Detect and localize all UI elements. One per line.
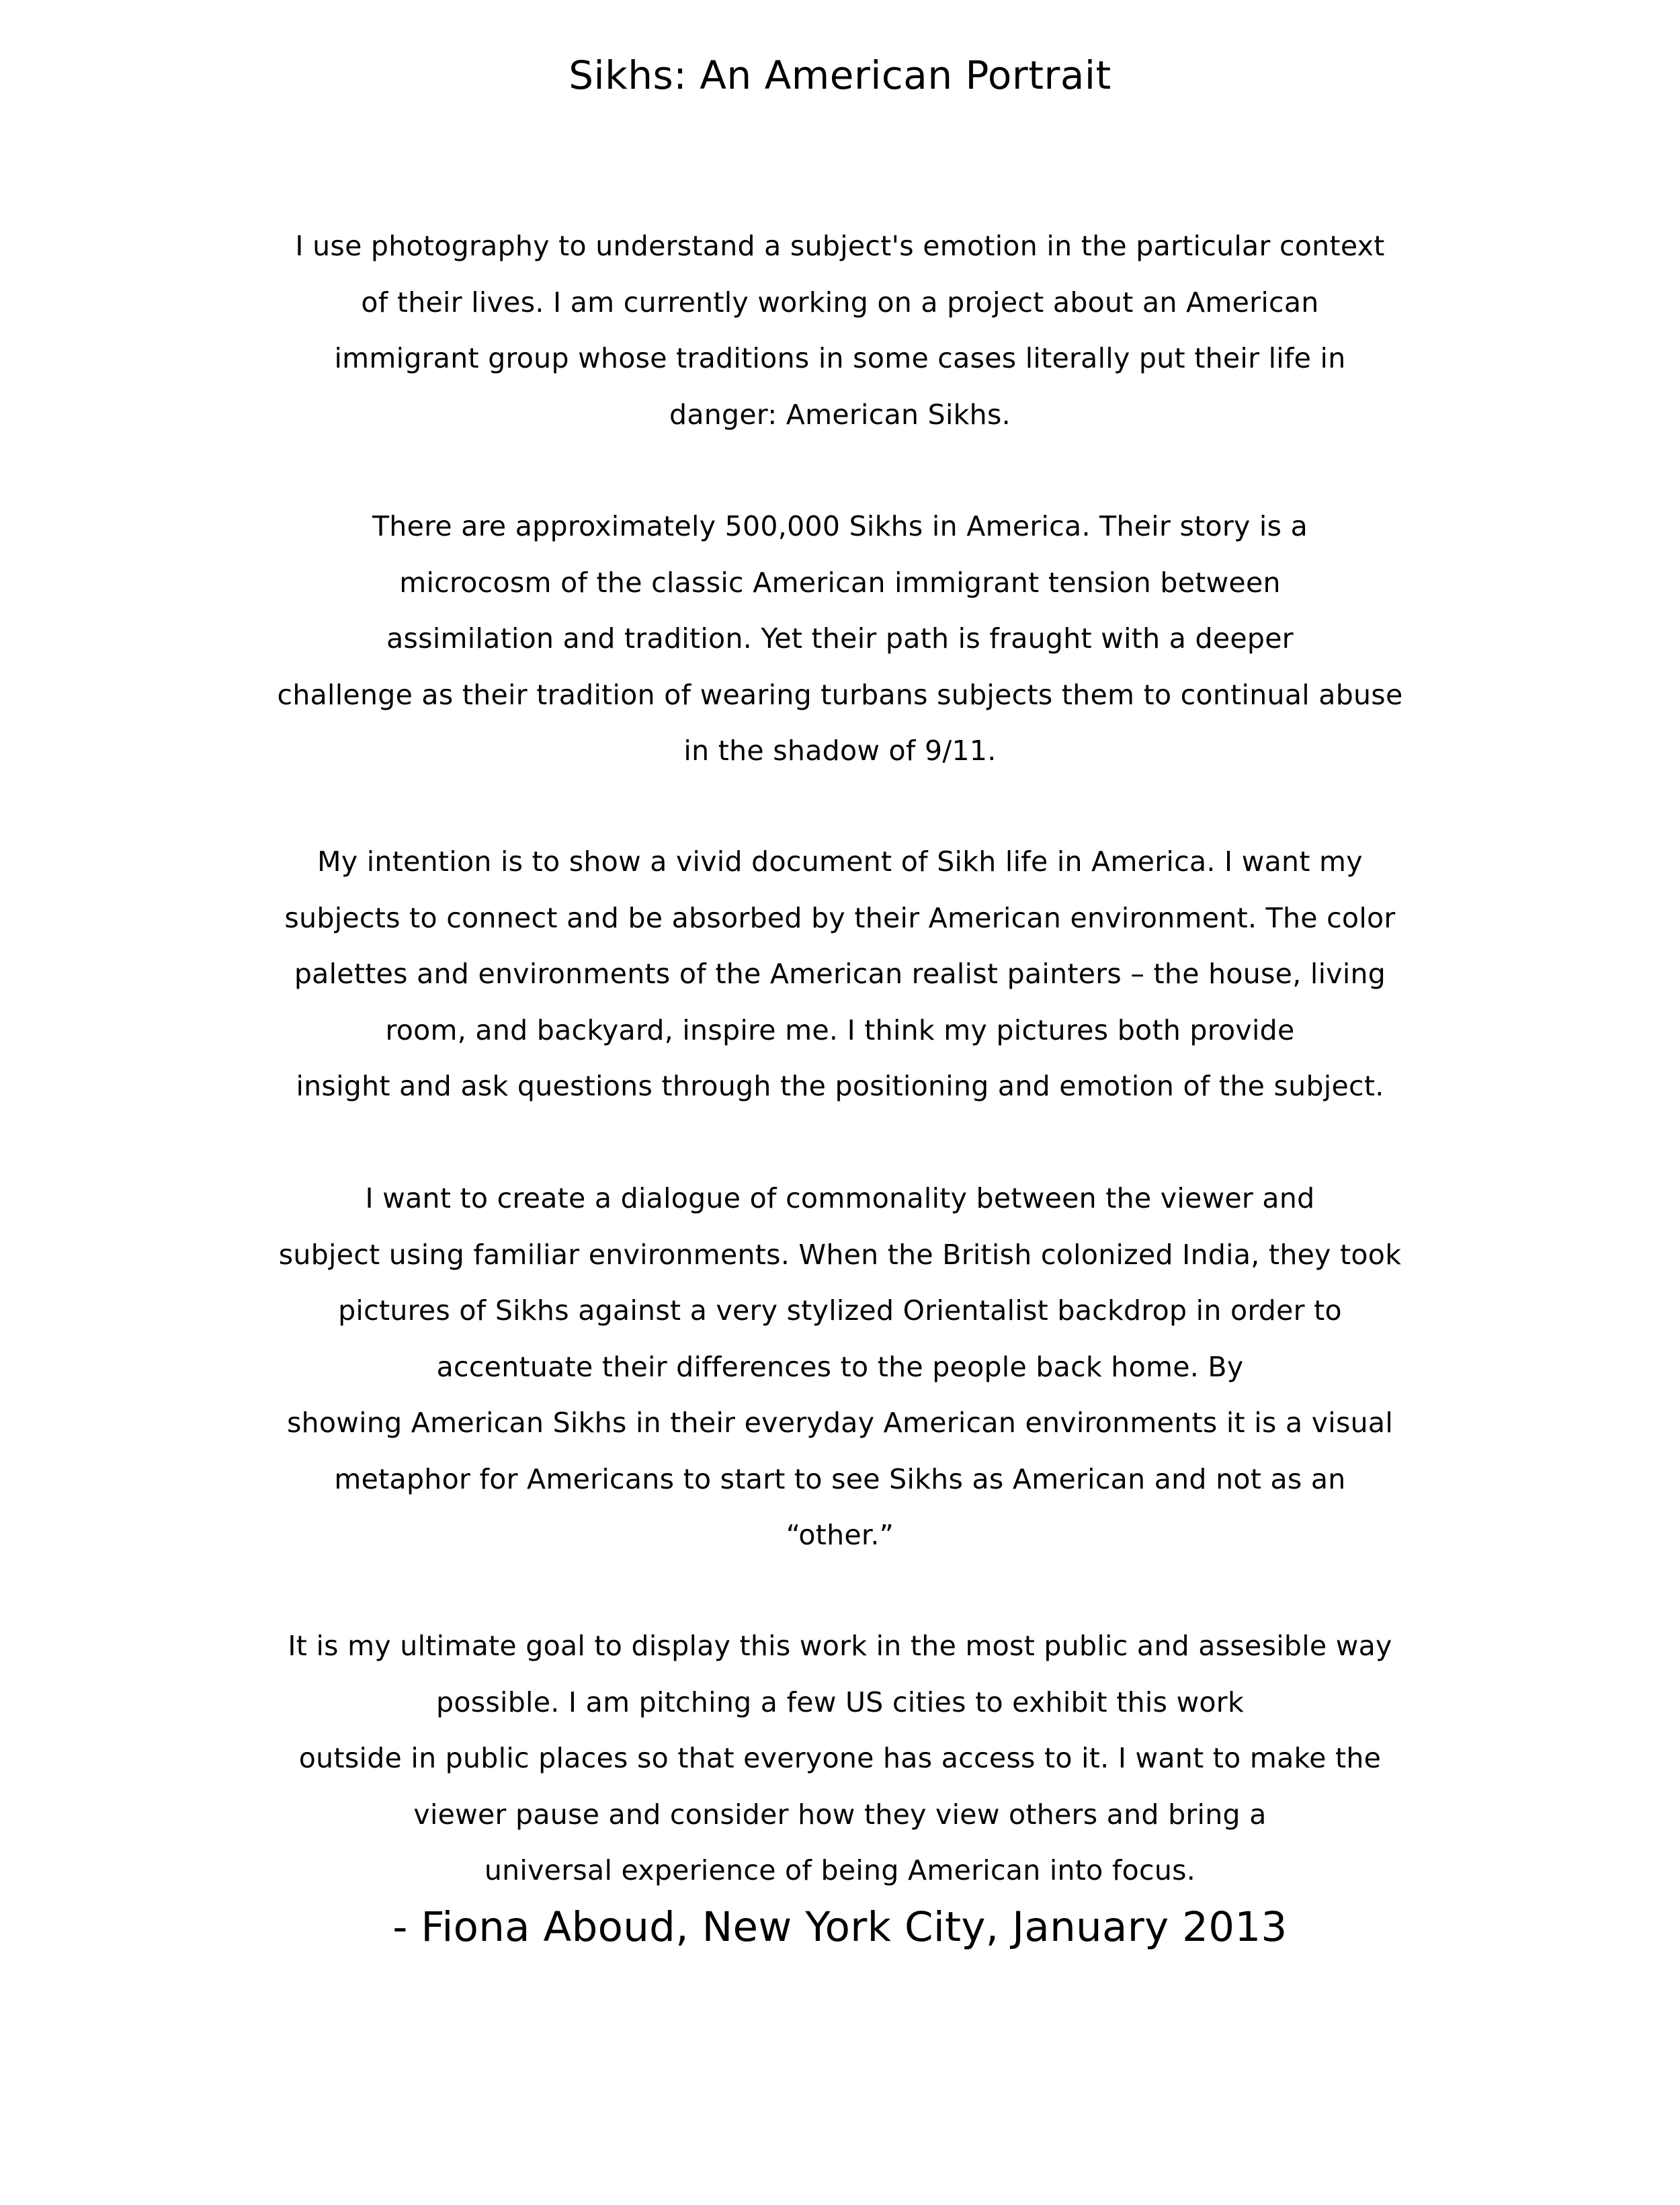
paragraph-line: insight and ask questions through the positioning and emotion of the subject. <box>296 1070 1384 1102</box>
paragraph-line: universal experience of being American into focus. <box>484 1854 1196 1886</box>
paragraph-line: accentuate their differences to the people back home. By <box>436 1350 1244 1383</box>
paragraph-line: metaphor for Americans to start to see Sikhs as American and not as an <box>334 1462 1346 1495</box>
paragraph-line: pictures of Sikhs against a very stylized Orientalist backdrop in order to <box>338 1294 1342 1327</box>
document-title: Sikhs: An American Portrait <box>569 52 1111 98</box>
paragraph-line: room, and backyard, inspire me. I think my pictures both provide <box>385 1013 1295 1046</box>
paragraph-line: subjects to connect and be absorbed by their American environment. The color <box>284 901 1396 934</box>
paragraph-line: palettes and environments of the American realist painters – the house, living <box>294 958 1386 990</box>
paragraph-line: I use photography to understand a subject's emotion in the particular context <box>295 230 1385 262</box>
paragraph-4 <box>0 1171 1680 1564</box>
paragraph-line: outside in public places so that everyone has access to it. I want to make the <box>298 1742 1382 1774</box>
paragraph-line: viewer pause and consider how they view others and bring a <box>413 1798 1267 1831</box>
paragraph-line: possible. I am pitching a few US cities to exhibit this work <box>436 1686 1244 1718</box>
paragraph-line: It is my ultimate goal to display this work in the most public and assesible way <box>288 1630 1392 1662</box>
paragraph-line: danger: American Sikhs. <box>669 398 1011 431</box>
paragraph-line: assimilation and tradition. Yet their path is fraught with a deeper <box>386 622 1294 655</box>
paragraph-line: challenge as their tradition of wearing turbans subjects them to continual abuse <box>277 678 1403 711</box>
paragraph-line: subject using familiar environments. When the British colonized India, they took <box>278 1238 1402 1271</box>
paragraph-line: “other.” <box>786 1519 894 1551</box>
paragraph-line: showing American Sikhs in their everyday American environments it is a visual <box>286 1407 1394 1439</box>
paragraph-line: I want to create a dialogue of commonality between the viewer and <box>365 1182 1315 1214</box>
paragraph-3 <box>0 834 1680 1115</box>
paragraph-2 <box>0 499 1680 780</box>
paragraph-line: My intention is to show a vivid document of Sikh life in America. I want my <box>317 845 1363 878</box>
paragraph-line: There are approximately 500,000 Sikhs in America. Their story is a <box>372 510 1308 542</box>
paragraph-line: of their lives. I am currently working on a project about an American <box>361 286 1319 319</box>
paragraph-line: immigrant group whose traditions in some cases literally put their life in <box>334 342 1346 374</box>
paragraph-1 <box>0 218 1680 443</box>
paragraph-5 <box>0 1618 1680 1899</box>
paragraph-line: in the shadow of 9/11. <box>683 735 997 767</box>
author-signature: - Fiona Aboud, New York City, January 2013 <box>392 1903 1288 1951</box>
paragraph-line: microcosm of the classic American immigrant tension between <box>399 566 1281 599</box>
